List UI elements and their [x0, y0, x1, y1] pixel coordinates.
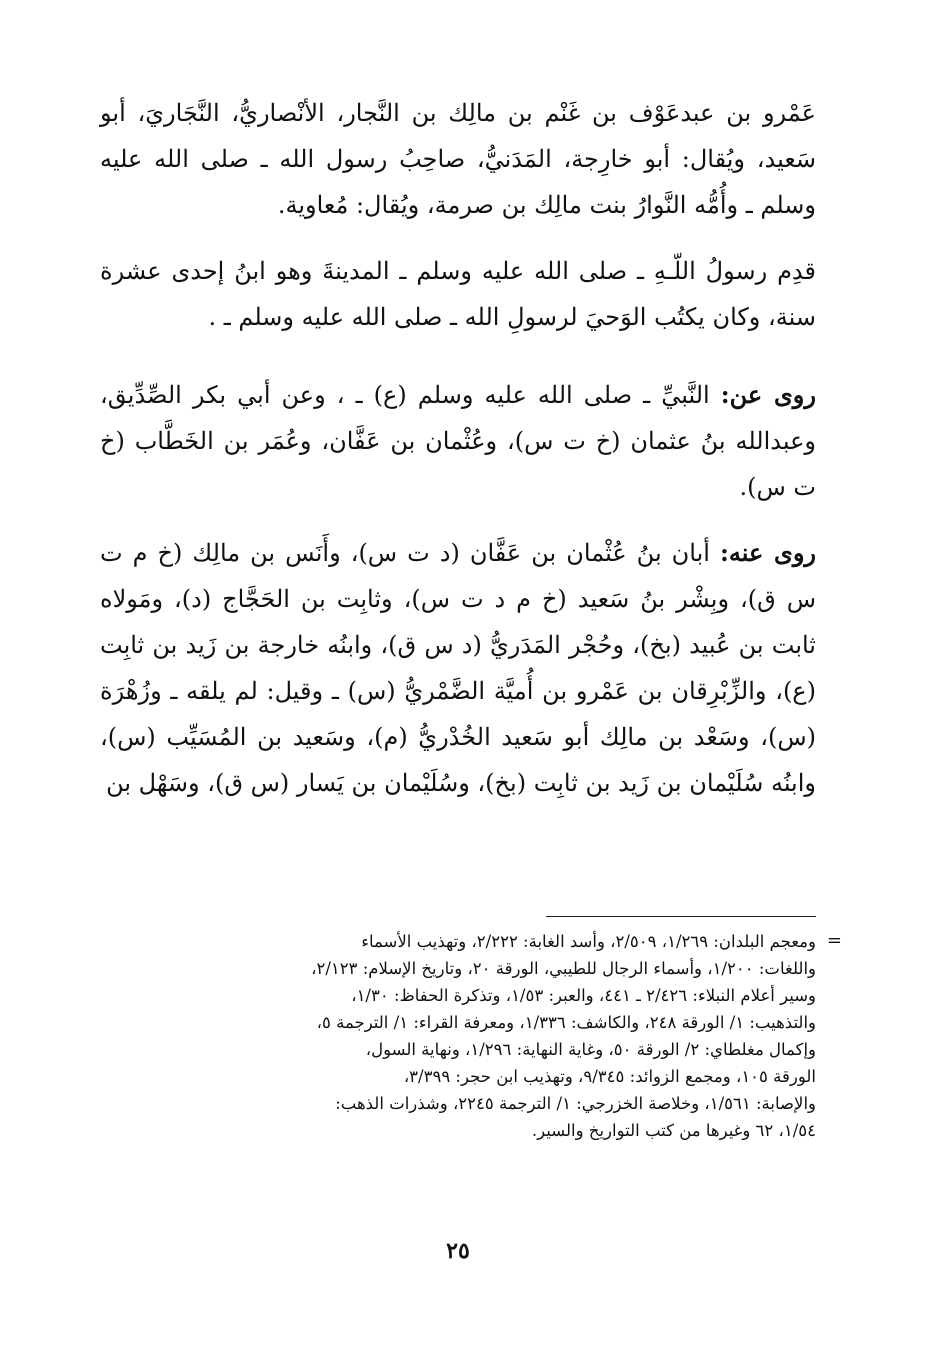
footnotes-block [100, 928, 816, 1144]
biography-paragraph-arrival [100, 248, 816, 340]
footnote-line: وإكمال مغلطاي: ٢/ الورقة ٥٠، وغاية النهاية: ١/٢٩٦، ونهاية السول، [365, 1040, 816, 1059]
narrators-from-him-label: روى عنه: [720, 538, 817, 567]
footnote-line: ومعجم البلدان: ١/٢٦٩، ٢/٥٠٩، وأسد الغابة: ٢/٢٢٢، وتهذيب الأسماء [361, 932, 816, 951]
footnote-line: والتذهيب: ١/ الورقة ٢٤٨، والكاشف: ١/٣٣٦، ومعرفة القراء: ١/ الترجمة ٥، [316, 1013, 816, 1032]
footnote-line: والإصابة: ١/٥٦١، وخلاصة الخزرجي: ١/ الترجمة ٢٢٤٥، وشذرات الذهب: [335, 1094, 816, 1113]
narrators-from-him-text: أبان بنُ عُثْمان بن عَفَّان (د ت س)، وأَنَس بن مالِك (خ م ت س ق)، وبِشْر بنُ سَعيد (خ م د ت س)، وثابِت بن الحَجَّاج (د)، ومَولاه ثابت بن عُبيد (بخ)، وحُجْر المَدَريُّ (د س ق)، وابنُه خارجة بن زَيد بن ثابِت (ع)، والزِّبْرِقان بن عَمْرو بن أُميَّة الضَّمْريُّ (س) ـ وقيل: لم يلقه ـ وزُهْرَة (س)، وسَعْد بن مالِك أبو سَعيد الخُدْريُّ (م)، وسَعيد بن المُسَيِّب (س)، وابنُه سُلَيْمان بن زَيد بن ثابِت (بخ)، وسُلَيْمان بن يَسار (س ق)، وسَهْل بن [100, 539, 816, 797]
narrated-from-label: روى عن: [720, 380, 816, 409]
footnote-line: ١/٥٤، ٦٢ وغيرها من كتب التواريخ والسير. [531, 1121, 816, 1140]
arrival-text: قدِم رسولُ اللّـهِ ـ صلى الله عليه وسلم ـ المدينةَ وهو ابنُ إحدى عشرة سنة، وكان يكتُب الوَحيَ لرسولِ الله ـ صلى الله عليه وسلم ـ . [100, 257, 816, 331]
page-number: ٢٥ [446, 1238, 470, 1264]
narrators-from-him-paragraph [100, 530, 816, 806]
biography-paragraph-intro [100, 90, 816, 228]
footnote-divider [546, 916, 816, 917]
book-page [100, 90, 842, 1290]
narrated-from-paragraph [100, 372, 816, 510]
intro-text: عَمْرو بن عبدعَوْف بن غَنْم بن مالِك بن النَّجار، الأنْصاريُّ، النَّجَاريَ، أبو سَعيد، ويُقال: أبو خارِجة، المَدَنيُّ، صاحِبُ رسول الله ـ صلى الله عليه وسلم ـ وأُمُّه النَّوارُ بنت مالِك بن صرمة، ويُقال: مُعاوية. [100, 99, 817, 219]
narrated-from-text: النَّبيِّ ـ صلى الله عليه وسلم (ع) ـ ، وعن أبي بكر الصِّدِّيق، وعبدالله بنُ عثمان (خ ت س)، وعُثْمان بن عَفَّان، وعُمَر بن الخَطَّاب (خ ت س). [100, 381, 816, 501]
footnote-line: واللغات: ١/٢٠٠، وأسماء الرجال للطيبي، الورقة ٢٠، وتاريخ الإسلام: ٢/١٢٣، [311, 959, 816, 978]
footnote-line: وسير أعلام النبلاء: ٢/٤٢٦ ـ ٤٤١، والعبر: ١/٥٣، وتذكرة الحفاظ: ١/٣٠، [351, 986, 816, 1005]
footnote-continuation-mark: = [826, 930, 842, 951]
footnote-line: الورقة ١٠٥، ومجمع الزوائد: ٩/٣٤٥، وتهذيب ابن حجر: ٣/٣٩٩، [403, 1067, 816, 1086]
